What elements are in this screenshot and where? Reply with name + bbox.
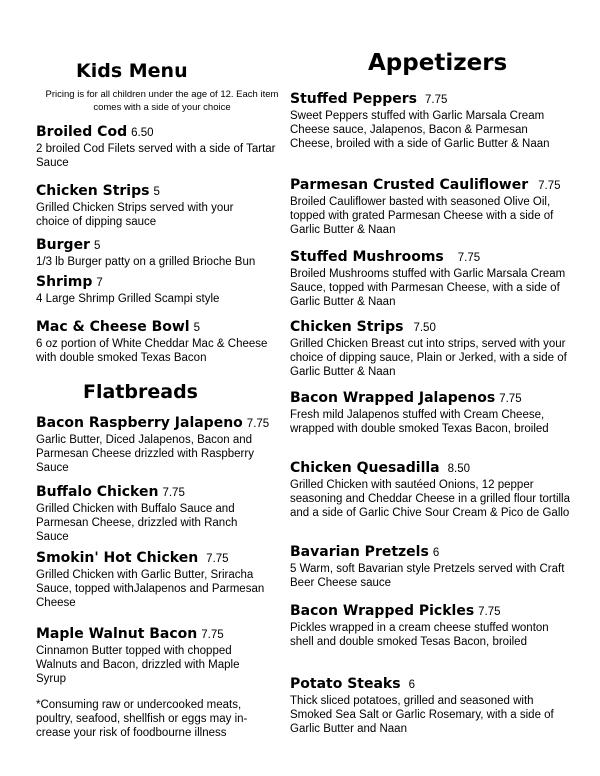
item-price: 7.75 <box>206 553 229 565</box>
item-name: Chicken Strips <box>290 319 404 335</box>
menu-item-broiled-cod <box>36 123 288 170</box>
item-price: 8.50 <box>447 463 471 475</box>
item-price: 7.75 <box>478 606 501 618</box>
item-name: Stuffed Peppers <box>290 91 418 107</box>
item-name: Chicken Strips <box>36 183 150 199</box>
item-name: Bavarian Pretzels <box>290 544 429 560</box>
item-name: Shrimp <box>36 274 93 290</box>
item-name: Bacon Wrapped Pickles <box>290 603 475 619</box>
item-price: 7.75 <box>162 487 185 499</box>
food-safety-disclaimer: *Consuming raw or undercooked meats, poultry, seafood, shellfish or eggs may in-crease your risk of foodbourne illness <box>36 699 248 740</box>
menu-item-maple-walnut-bacon <box>36 625 271 687</box>
kids-menu-note: Pricing is for all children under the age of 12. Each item comes with a side of your choice <box>45 89 279 113</box>
item-description: Grilled Chicken with Garlic Butter, Sriracha Sauce, topped withJalapenos and Parmesan Cheese <box>36 569 265 610</box>
item-name: Chicken Quesadilla <box>290 460 440 476</box>
item-price: 5 <box>153 186 160 198</box>
item-description: Broiled Mushrooms stuffed with Garlic Marsala Cream Sauce, topped with Parmesan Cheese, with a side of Garlic Butter & Naan <box>290 268 566 309</box>
menu-item-chicken-strips <box>36 182 266 229</box>
item-description: Garlic Butter, Diced Jalapenos, Bacon and Parmesan Cheese drizzled with Raspberry Sauce <box>36 434 254 475</box>
menu-item-stuffed-mushrooms <box>290 248 572 310</box>
item-description: Sweet Peppers stuffed with Garlic Marsala Cream Cheese sauce, Jalapenos, Bacon & Parmesan Cheese, broiled with a side of Garlic Butter & Naan <box>290 110 550 151</box>
item-name: Burger <box>36 237 90 253</box>
menu-item-smokin-hot-chicken <box>36 549 288 611</box>
menu-item-potato-steaks <box>290 675 572 737</box>
item-name: Bacon Wrapped Jalapenos <box>290 390 496 406</box>
menu-item-buffalo-chicken <box>36 483 271 545</box>
item-price: 7.75 <box>457 252 481 264</box>
item-name: Buffalo Chicken <box>36 484 159 500</box>
item-description: Broiled Cauliflower basted with seasoned Olive Oil, topped with grated Parmesan Cheese with a side of Garlic Butter & Naan <box>290 196 554 237</box>
menu-item-chicken-quesadilla <box>290 459 572 521</box>
item-description: Pickles wrapped in a cream cheese stuffed wonton shell and double smoked Tesas Bacon, broiled <box>290 622 549 649</box>
item-price: 5 <box>93 240 101 252</box>
item-name: Broiled Cod <box>36 124 128 140</box>
item-price: 7.75 <box>499 393 522 405</box>
menu-item-bavarian-pretzels <box>290 543 572 590</box>
item-description: 2 broiled Cod Filets served with a side of Tartar Sauce <box>36 143 276 170</box>
item-price: 7.75 <box>201 629 224 641</box>
item-name: Smokin' Hot Chicken <box>36 550 199 566</box>
item-name: Potato Steaks <box>290 676 401 692</box>
item-price: 7.75 <box>246 418 270 430</box>
item-name: Mac & Cheese Bowl <box>36 319 190 335</box>
item-description: Grilled Chicken Strips served with your choice of dipping sauce <box>36 202 234 229</box>
item-description: Grilled Chicken Breast cut into strips, served with your choice of dipping sauce, Plain or Jerked, with a side of Garlic Butter & Naan <box>290 338 567 379</box>
menu-item-parmesan-crusted-cauliflower <box>290 176 572 238</box>
item-price: 6 <box>408 679 415 691</box>
item-description: Thick sliced potatoes, grilled and seasoned with Smoked Sea Salt or Garlic Rosemary, with a side of Garlic Butter and Naan <box>290 695 554 736</box>
item-price: 7.75 <box>538 180 561 192</box>
item-description: 4 Large Shrimp Grilled Scampi style <box>36 293 220 305</box>
item-name: Bacon Raspberry Jalapeno <box>36 415 243 431</box>
menu-item-burger <box>36 236 288 269</box>
item-description: 6 oz portion of White Cheddar Mac & Cheese with double smoked Texas Bacon <box>36 338 268 365</box>
item-price: 6 <box>432 547 440 559</box>
item-description: Fresh mild Jalapenos stuffed with Cream Cheese, wrapped with double smoked Texas Bacon, broiled <box>290 409 549 436</box>
item-name: Maple Walnut Bacon <box>36 626 198 642</box>
item-description: 1/3 lb Burger patty on a grilled Brioche Bun <box>36 256 256 268</box>
item-name: Parmesan Crusted Cauliflower <box>290 177 529 193</box>
appetizers-title: Appetizers <box>368 50 508 76</box>
flatbreads-title: Flatbreads <box>83 381 198 403</box>
item-name: Stuffed Mushrooms <box>290 249 444 265</box>
menu-item-stuffed-peppers <box>290 90 572 152</box>
menu-item-bacon-raspberry-jalapeno <box>36 414 288 476</box>
menu-item-bacon-wrapped-jalapenos <box>290 389 550 436</box>
item-description: 5 Warm, soft Bavarian style Pretzels served with Craft Beer Cheese sauce <box>290 563 565 590</box>
menu-item-mac-cheese-bowl <box>36 318 288 365</box>
item-price: 6.50 <box>131 127 154 139</box>
menu-item-chicken-strips-appetizer <box>290 318 572 380</box>
item-price: 7.50 <box>413 322 436 334</box>
item-description: Grilled Chicken with Buffalo Sauce and Parmesan Cheese, drizzled with Ranch Sauce <box>36 503 238 544</box>
menu-item-shrimp <box>36 273 288 306</box>
item-description: Cinnamon Butter topped with chopped Walnuts and Bacon, drizzled with Maple Syrup <box>36 645 240 686</box>
kids-menu-title: Kids Menu <box>76 60 188 82</box>
menu-item-bacon-wrapped-pickles <box>290 602 555 649</box>
item-price: 7 <box>96 277 103 289</box>
item-description: Grilled Chicken with sautéed Onions, 12 pepper seasoning and Cheddar Cheese in a grilled flour tortilla and a side of Garlic Chive Sour Cream & Pico de Gallo <box>290 479 571 520</box>
item-price: 7.75 <box>425 94 448 106</box>
item-price: 5 <box>193 322 200 334</box>
